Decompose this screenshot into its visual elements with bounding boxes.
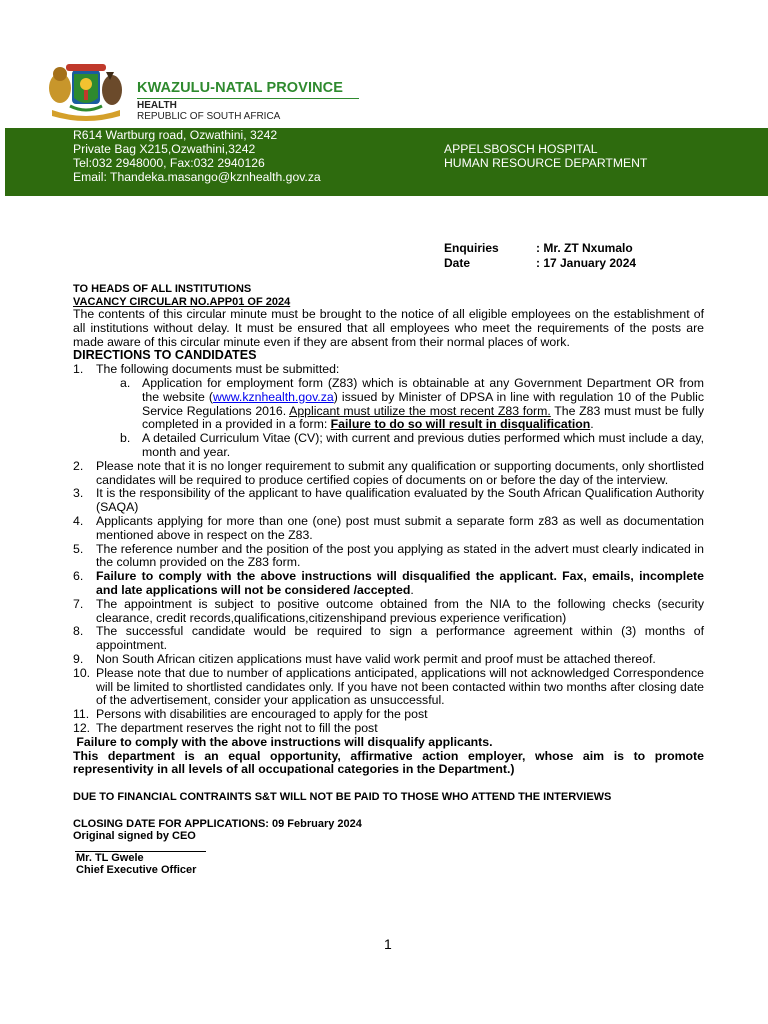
enquiries-value: : Mr. ZT Nxumalo [536, 241, 633, 255]
brand-divider [137, 98, 359, 99]
list-item: 1. The following documents must be submitted: a. Application for employment form (Z83) which is obtainable at any Government Department OR from the website (www.kznhealth.gov.za) issued by Minister of DPSA in line with regulation 10 of the Public Service Regulations 2016. Applicant must utilize the most recent Z83 form. The Z83 must must be fully completed in a provided in a form: Failure to do so will result in disqualification. b. A detailed Curriculum Vitae (CV); with current and previous duties performed which must include a day, month and year. [73, 362, 704, 459]
province-title: KWAZULU-NATAL PROVINCE [137, 80, 343, 96]
sub-item-b: b. A detailed Curriculum Vitae (CV); with current and previous duties performed which must include a day, month and year. [120, 431, 704, 459]
date-value: : 17 January 2024 [536, 256, 637, 270]
address-line: R614 Wartburg road, Ozwathini, 3242 [73, 128, 278, 142]
hospital-name: APPELSBOSCH HOSPITAL [444, 142, 598, 156]
signer-title: Chief Executive Officer [76, 864, 197, 877]
list-item: 6. Failure to comply with the above instructions will disqualified the applicant. Fax, emails, incomplete and late applications will not be considered /accepted. [73, 569, 704, 597]
sub-list [96, 377, 704, 460]
equal-opportunity-statement: This department is an equal opportunity, affirmative action employer, whose aim is to promote representivity in all levels of all occupational categories in the Department.) [73, 748, 704, 777]
circular-body [73, 283, 704, 877]
page-number: 1 [384, 936, 392, 952]
closing-date: CLOSING DATE FOR APPLICATIONS: 09 February 2024 [73, 817, 362, 830]
date-label: Date [444, 256, 471, 270]
directions-list [73, 363, 704, 736]
department-label: HEALTH [137, 100, 177, 111]
list-item: 10. Please note that due to number of applications anticipated, applications will not acknowledged Correspondence will be limited to shortlisted candidates only. If you have not been contacted within two months after closing date of the advertisement, consider your application as unsuccessful. [73, 665, 704, 708]
address-line: Tel:032 2948000, Fax:032 2940126 [73, 156, 265, 170]
signer-name: Mr. TL Gwele [76, 851, 144, 864]
financial-notice: DUE TO FINANCIAL CONTRAINTS S&T WILL NOT BE PAID TO THOSE WHO ATTEND THE INTERVIEWS [73, 791, 612, 804]
kznhealth-link[interactable]: www.kznhealth.gov.za [212, 389, 334, 404]
list-item: 8. The successful candidate would be required to sign a performance agreement within (3) months of appointment. [73, 624, 704, 653]
address-line: Private Bag X215,Ozwathini,3242 [73, 142, 256, 156]
enquiries-label: Enquiries [444, 241, 499, 255]
hr-department: HUMAN RESOURCE DEPARTMENT [444, 156, 648, 170]
addressee: TO HEADS OF ALL INSTITUTIONS [73, 283, 252, 295]
address-line: Email: Thandeka.masango@kznhealth.gov.za [73, 170, 321, 184]
original-signed: Original signed by CEO [73, 830, 196, 843]
list-item: 7. The appointment is subject to positive outcome obtained from the NIA to the following checks (security clearance, credit records,qualifications,citizenshipand previous experience verification) [73, 596, 704, 625]
sub-item-a: a. Application for employment form (Z83) which is obtainable at any Government Department OR from the website (www.kznhealth.gov.za) issued by Minister of DPSA in line with regulation 10 of the Public Service Regulations 2016. Applicant must utilize the most recent Z83 form. The Z83 must must be fully completed in a provided in a form: Failure to do so will result in disqualification. [120, 375, 704, 432]
address-block [73, 128, 321, 184]
list-item: 4. Applicants applying for more than one (one) post must submit a separate form z83 as well as documentation mentioned above in respect on the Z83. [73, 513, 704, 542]
enquiries-block [444, 241, 636, 271]
intro-paragraph: The contents of this circular minute must be brought to the notice of all eligible employees on the establishment of all institutions without delay. It must be ensured that all employees who meet the requirements of the posts are made aware of this circular minute even if they are absent from their normal places of work. [73, 307, 704, 349]
list-item: 2. Please note that it is no longer requirement to submit any qualification or supporting documents, only shortlisted candidates will be required to produce certified copies of documents on or before the day of the interview. [73, 458, 704, 487]
failure-notice: Failure to comply with the above instructions will disqualify applicants. [73, 734, 493, 749]
coat-of-arms-logo [44, 60, 128, 124]
circular-number: VACANCY CIRCULAR NO.APP01 OF 2024 [73, 295, 291, 308]
country-label: REPUBLIC OF SOUTH AFRICA [137, 111, 281, 122]
list-item: 3. It is the responsibility of the applicant to have qualification evaluated by the South African Qualification Authority (SAQA) [73, 486, 704, 515]
list-item: 12. The department reserves the right not to fill the post [73, 720, 378, 735]
hospital-block [444, 142, 647, 170]
directions-heading: DIRECTIONS TO CANDIDATES [73, 348, 257, 363]
list-item: 5. The reference number and the position of the post you applying as stated in the advert must clearly indicated in the column provided on the Z83 form. [73, 541, 704, 570]
list-item: 9. Non South African citizen applications must have valid work permit and proof must be attached thereof. [73, 651, 656, 666]
list-item: 11. Persons with disabilities are encouraged to apply for the post [73, 707, 428, 722]
